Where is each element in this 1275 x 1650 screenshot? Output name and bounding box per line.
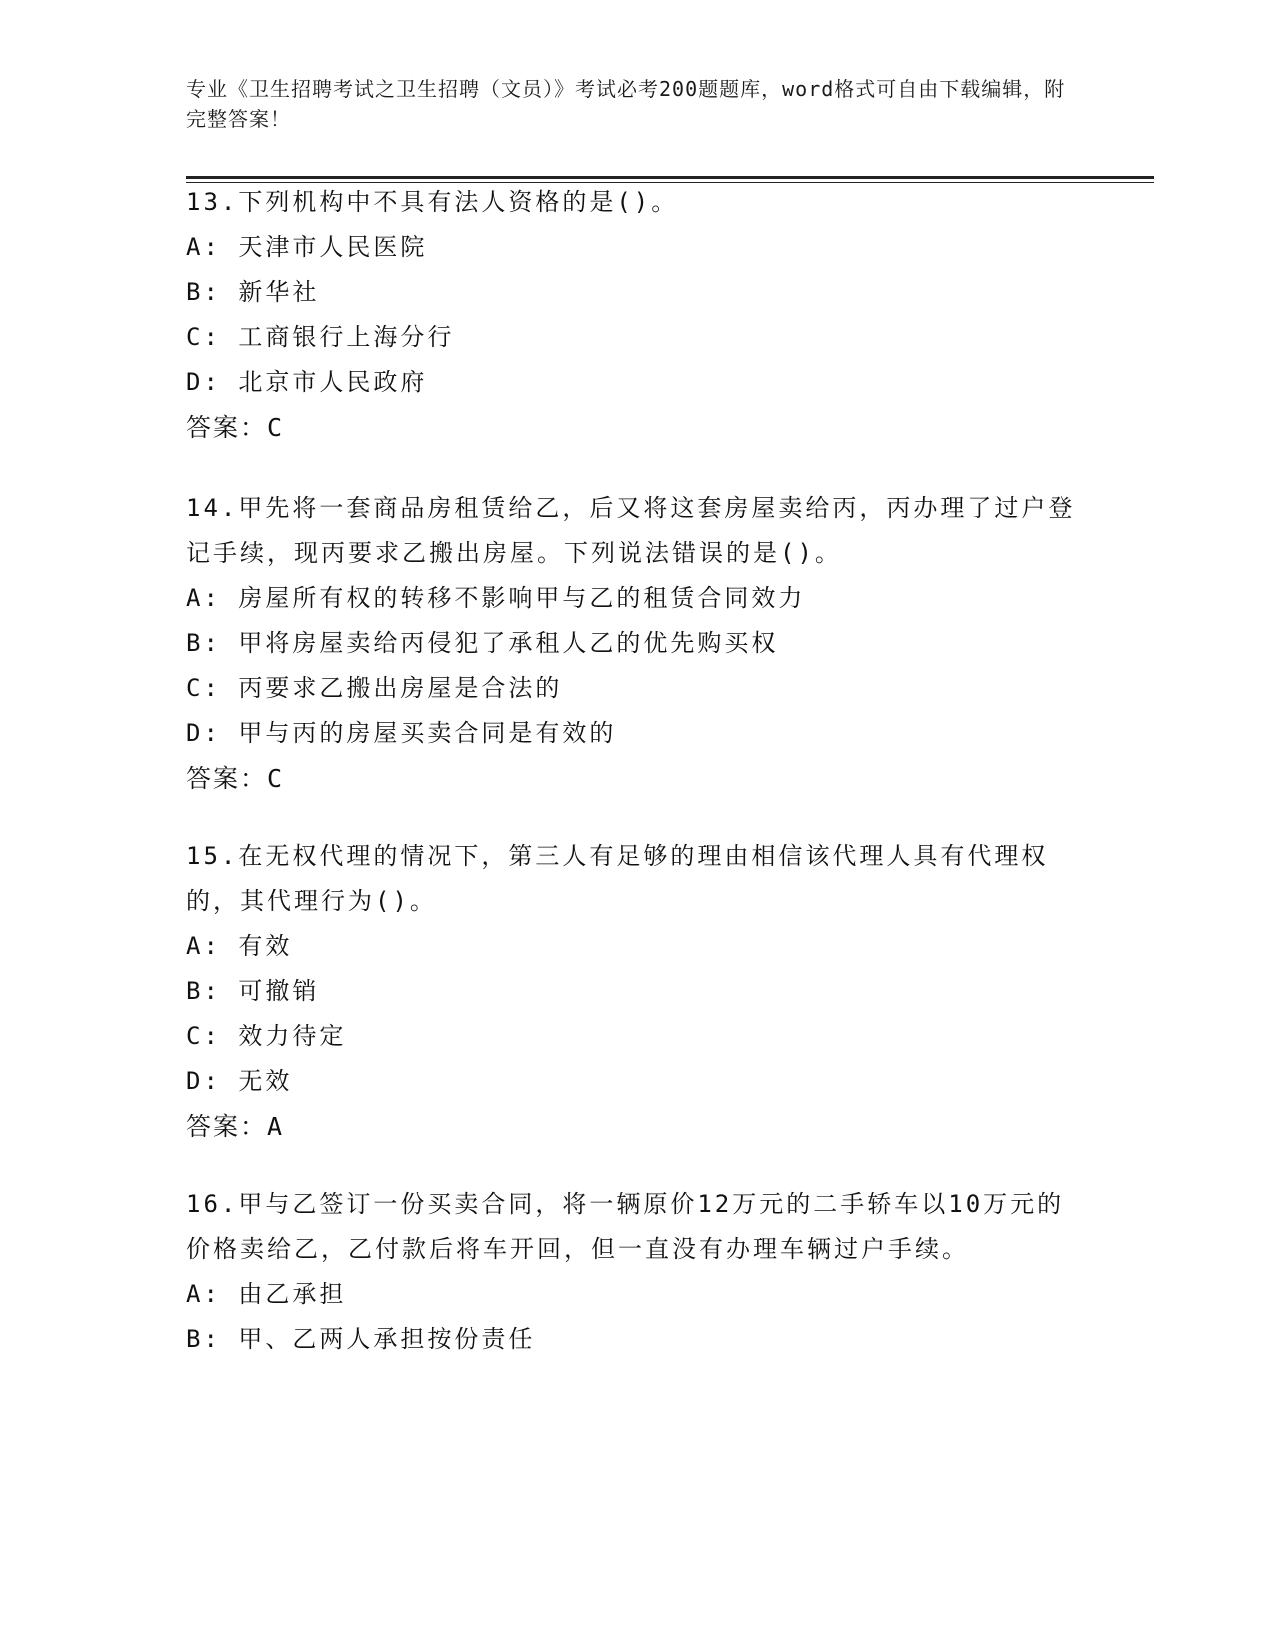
- option-c: C: 工商银行上海分行: [186, 323, 455, 351]
- answer-line: [186, 1104, 1086, 1149]
- question-stem: 13.下列机构中不具有法人资格的是()。: [186, 188, 679, 216]
- document-intro: 专业《卫生招聘考试之卫生招聘（文员）》考试必考200题题库，word格式可自由下载编辑，附完整答案！: [186, 77, 1066, 131]
- option-a: A: 天津市人民医院: [186, 233, 428, 261]
- option-b: B: 甲将房屋卖给丙侵犯了承租人乙的优先购买权: [186, 629, 779, 657]
- question-stem: 15.在无权代理的情况下，第三人有足够的理由相信该代理人具有代理权的，其代理行为()。: [186, 842, 1049, 915]
- option-a: A: 房屋所有权的转移不影响甲与乙的租赁合同效力: [186, 584, 806, 612]
- option-d: D: 甲与丙的房屋买卖合同是有效的: [186, 719, 617, 747]
- header-divider-thick: [186, 176, 1154, 179]
- option-c: C: 效力待定: [186, 1022, 347, 1050]
- question-stem: 16.甲与乙签订一份买卖合同，将一辆原价12万元的二手轿车以10万元的价格卖给乙，乙付款后将车开回，但一直没有办理车辆过户手续。: [186, 1190, 1065, 1263]
- answer-label: 答案：: [186, 1112, 268, 1141]
- option-a: A: 由乙承担: [186, 1280, 347, 1308]
- question-14: [186, 486, 1086, 801]
- answer-label: 答案：: [186, 413, 268, 442]
- answer-line: [186, 756, 1086, 801]
- question-16: [186, 1182, 1086, 1362]
- answer-value: C: [267, 764, 285, 793]
- option-a: A: 有效: [186, 932, 293, 960]
- answer-value: A: [267, 1112, 285, 1141]
- question-stem: 14.甲先将一套商品房租赁给乙，后又将这套房屋卖给丙，丙办理了过户登记手续，现丙要求乙搬出房屋。下列说法错误的是()。: [186, 494, 1076, 567]
- answer-value: C: [267, 413, 285, 442]
- option-d: D: 无效: [186, 1067, 293, 1095]
- answer-label: 答案：: [186, 764, 268, 793]
- option-b: B: 新华社: [186, 278, 320, 306]
- option-d: D: 北京市人民政府: [186, 368, 428, 396]
- answer-line: [186, 405, 1086, 450]
- option-b: B: 可撤销: [186, 977, 320, 1005]
- option-b: B: 甲、乙两人承担按份责任: [186, 1325, 536, 1353]
- question-13: [186, 180, 1086, 450]
- option-c: C: 丙要求乙搬出房屋是合法的: [186, 674, 563, 702]
- question-15: [186, 834, 1086, 1149]
